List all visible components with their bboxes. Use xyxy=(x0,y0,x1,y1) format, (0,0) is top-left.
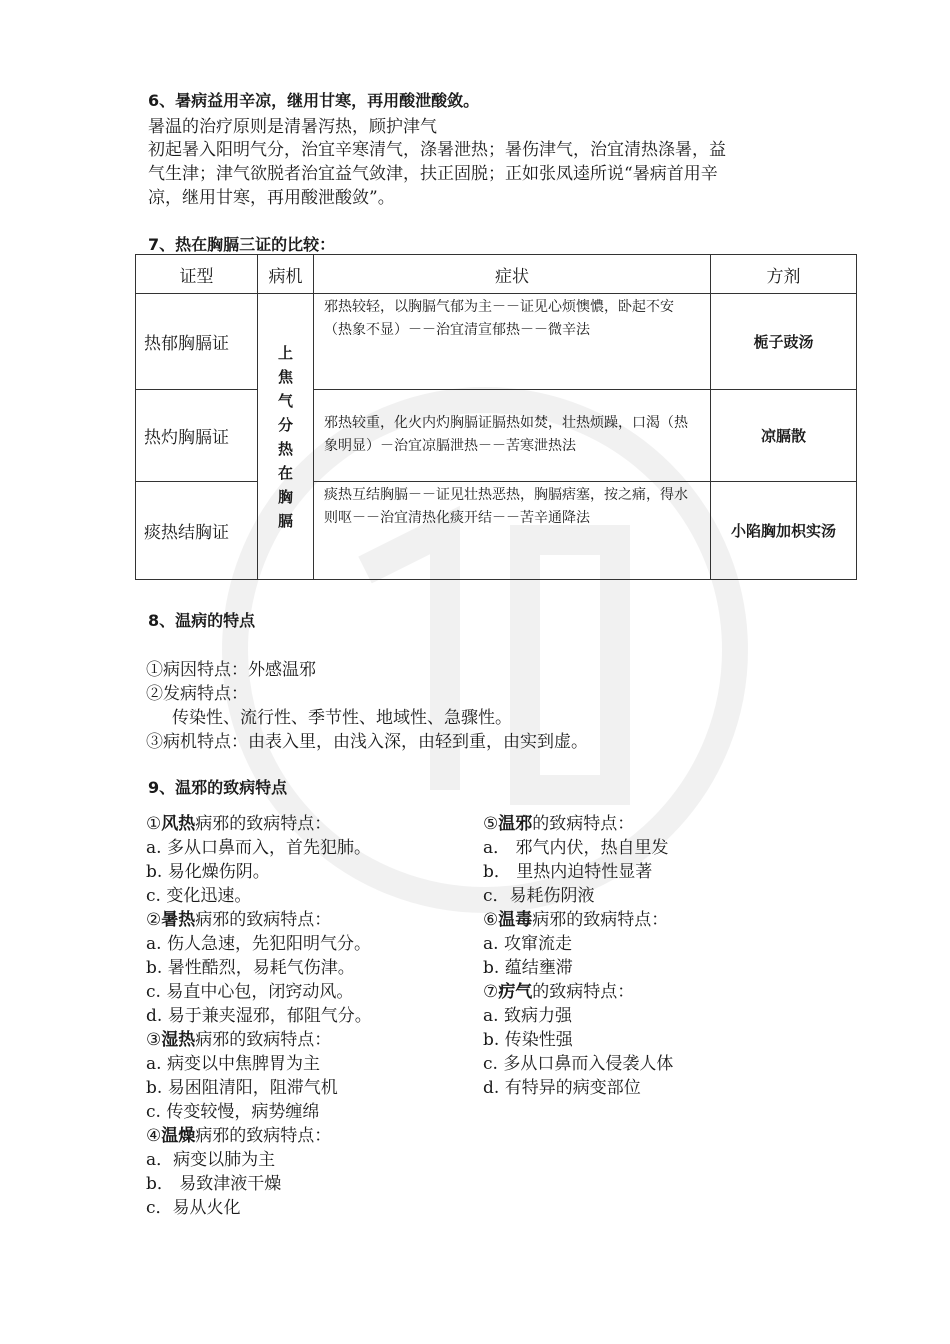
list-item: b. 蕴结壅滞 xyxy=(483,958,573,978)
list-item: a. 攻窜流走 xyxy=(483,934,572,954)
section-6-line4: 凉，继用甘寒，再用酸泄酸敛”。 xyxy=(148,188,395,208)
formula: 凉膈散 xyxy=(711,390,857,482)
list-item: a. 多从口鼻而入，首先犯肺。 xyxy=(146,838,371,858)
formula: 栀子豉汤 xyxy=(711,294,857,390)
list-item: b． 里热内迫特性显著 xyxy=(483,862,653,882)
syndrome-type: 痰热结胸证 xyxy=(136,482,258,580)
section-8-item2-detail: 传染性、流行性、季节性、地域性、急骤性。 xyxy=(172,708,512,728)
list-item: b. 暑性酷烈，易耗气伤津。 xyxy=(146,958,355,978)
mechanism-cell xyxy=(258,294,314,580)
pathogen-heading: ④温燥病邪的致病特点： xyxy=(146,1126,332,1146)
section-9-title: 9、温邪的致病特点 xyxy=(148,778,288,797)
header-mechanism: 病机 xyxy=(258,255,314,294)
list-item: d. 有特异的病变部位 xyxy=(483,1078,641,1098)
list-item: b． 易致津液干燥 xyxy=(146,1174,282,1194)
header-formula: 方剂 xyxy=(711,255,857,294)
formula: 小陷胸加枳实汤 xyxy=(711,482,857,580)
comparison-table xyxy=(135,254,857,580)
list-item: a．病变以肺为主 xyxy=(146,1150,276,1170)
list-item: a． 邪气内伏，热自里发 xyxy=(483,838,669,858)
pathogen-heading: ⑥温毒病邪的致病特点： xyxy=(483,910,669,930)
symptoms: 痰热互结胸膈－－证见壮热恶热，胸膈痞塞，按之痛，得水则呕－－治宜清热化痰开结－－苦辛通降法 xyxy=(314,482,711,580)
pathogen-heading: ⑦疠气的致病特点： xyxy=(483,982,635,1002)
section-6-title: 6、暑病益用辛凉，继用甘寒，再用酸泄酸敛。 xyxy=(148,91,480,110)
table-row xyxy=(136,294,857,390)
section-8-item2: ②发病特点： xyxy=(146,684,248,704)
list-item: a. 伤人急速，先犯阳明气分。 xyxy=(146,934,371,954)
list-item: a. 病变以中焦脾胃为主 xyxy=(146,1054,320,1074)
list-item: c．易从火化 xyxy=(146,1198,241,1218)
header-symptoms: 症状 xyxy=(314,255,711,294)
table-row xyxy=(136,482,857,580)
list-item: c. 多从口鼻而入侵袭人体 xyxy=(483,1054,674,1074)
symptoms: 邪热较轻，以胸膈气郁为主－－证见心烦懊憹，卧起不安（热象不显）－－治宜清宣郁热－－微辛法 xyxy=(314,294,711,390)
section-6-line3: 气生津；津气欲脱者治宜益气敛津，扶正固脱；正如张凤逵所说“暑病首用辛 xyxy=(148,164,718,184)
header-type: 证型 xyxy=(136,255,258,294)
table-row xyxy=(136,390,857,482)
list-item: c. 传变较慢，病势缠绵 xyxy=(146,1102,320,1122)
mechanism-text: 上焦气分热在胸膈 xyxy=(277,343,293,530)
section-8-title: 8、温病的特点 xyxy=(148,611,256,630)
list-item: c. 变化迅速。 xyxy=(146,886,252,906)
list-item: c．易耗伤阴液 xyxy=(483,886,595,906)
list-item: a. 致病力强 xyxy=(483,1006,572,1026)
list-item: c. 易直中心包，闭窍动风。 xyxy=(146,982,354,1002)
section-8-item3: ③病机特点：由表入里，由浅入深，由轻到重，由实到虚。 xyxy=(146,732,588,752)
syndrome-type: 热郁胸膈证 xyxy=(136,294,258,390)
section-6-line1: 暑温的治疗原则是清暑泻热，顾护津气 xyxy=(148,117,437,137)
list-item: b. 易困阻清阳，阻滞气机 xyxy=(146,1078,338,1098)
list-item: d. 易于兼夹湿邪，郁阻气分。 xyxy=(146,1006,372,1026)
pathogen-heading: ②暑热病邪的致病特点： xyxy=(146,910,332,930)
symptoms: 邪热较重，化火内灼胸膈证膈热如焚，壮热烦躁，口渴（热象明显）－治宜凉膈泄热－－苦寒泄热法 xyxy=(314,390,711,482)
syndrome-type: 热灼胸膈证 xyxy=(136,390,258,482)
table-header-row xyxy=(136,255,857,294)
right-column xyxy=(483,812,673,1100)
left-column xyxy=(146,812,372,1220)
list-item: b. 传染性强 xyxy=(483,1030,573,1050)
section-6-line2: 初起暑入阳明气分，治宜辛寒清气，涤暑泄热；暑伤津气，治宜清热涤暑，益 xyxy=(148,140,726,160)
section-7-title: 7、热在胸膈三证的比较： xyxy=(148,235,336,254)
section-8-item1: ①病因特点：外感温邪 xyxy=(146,660,316,680)
pathogen-heading: ⑤温邪的致病特点： xyxy=(483,814,635,834)
pathogen-heading: ③湿热病邪的致病特点： xyxy=(146,1030,332,1050)
pathogen-heading: ①风热病邪的致病特点： xyxy=(146,814,332,834)
list-item: b. 易化燥伤阴。 xyxy=(146,862,270,882)
